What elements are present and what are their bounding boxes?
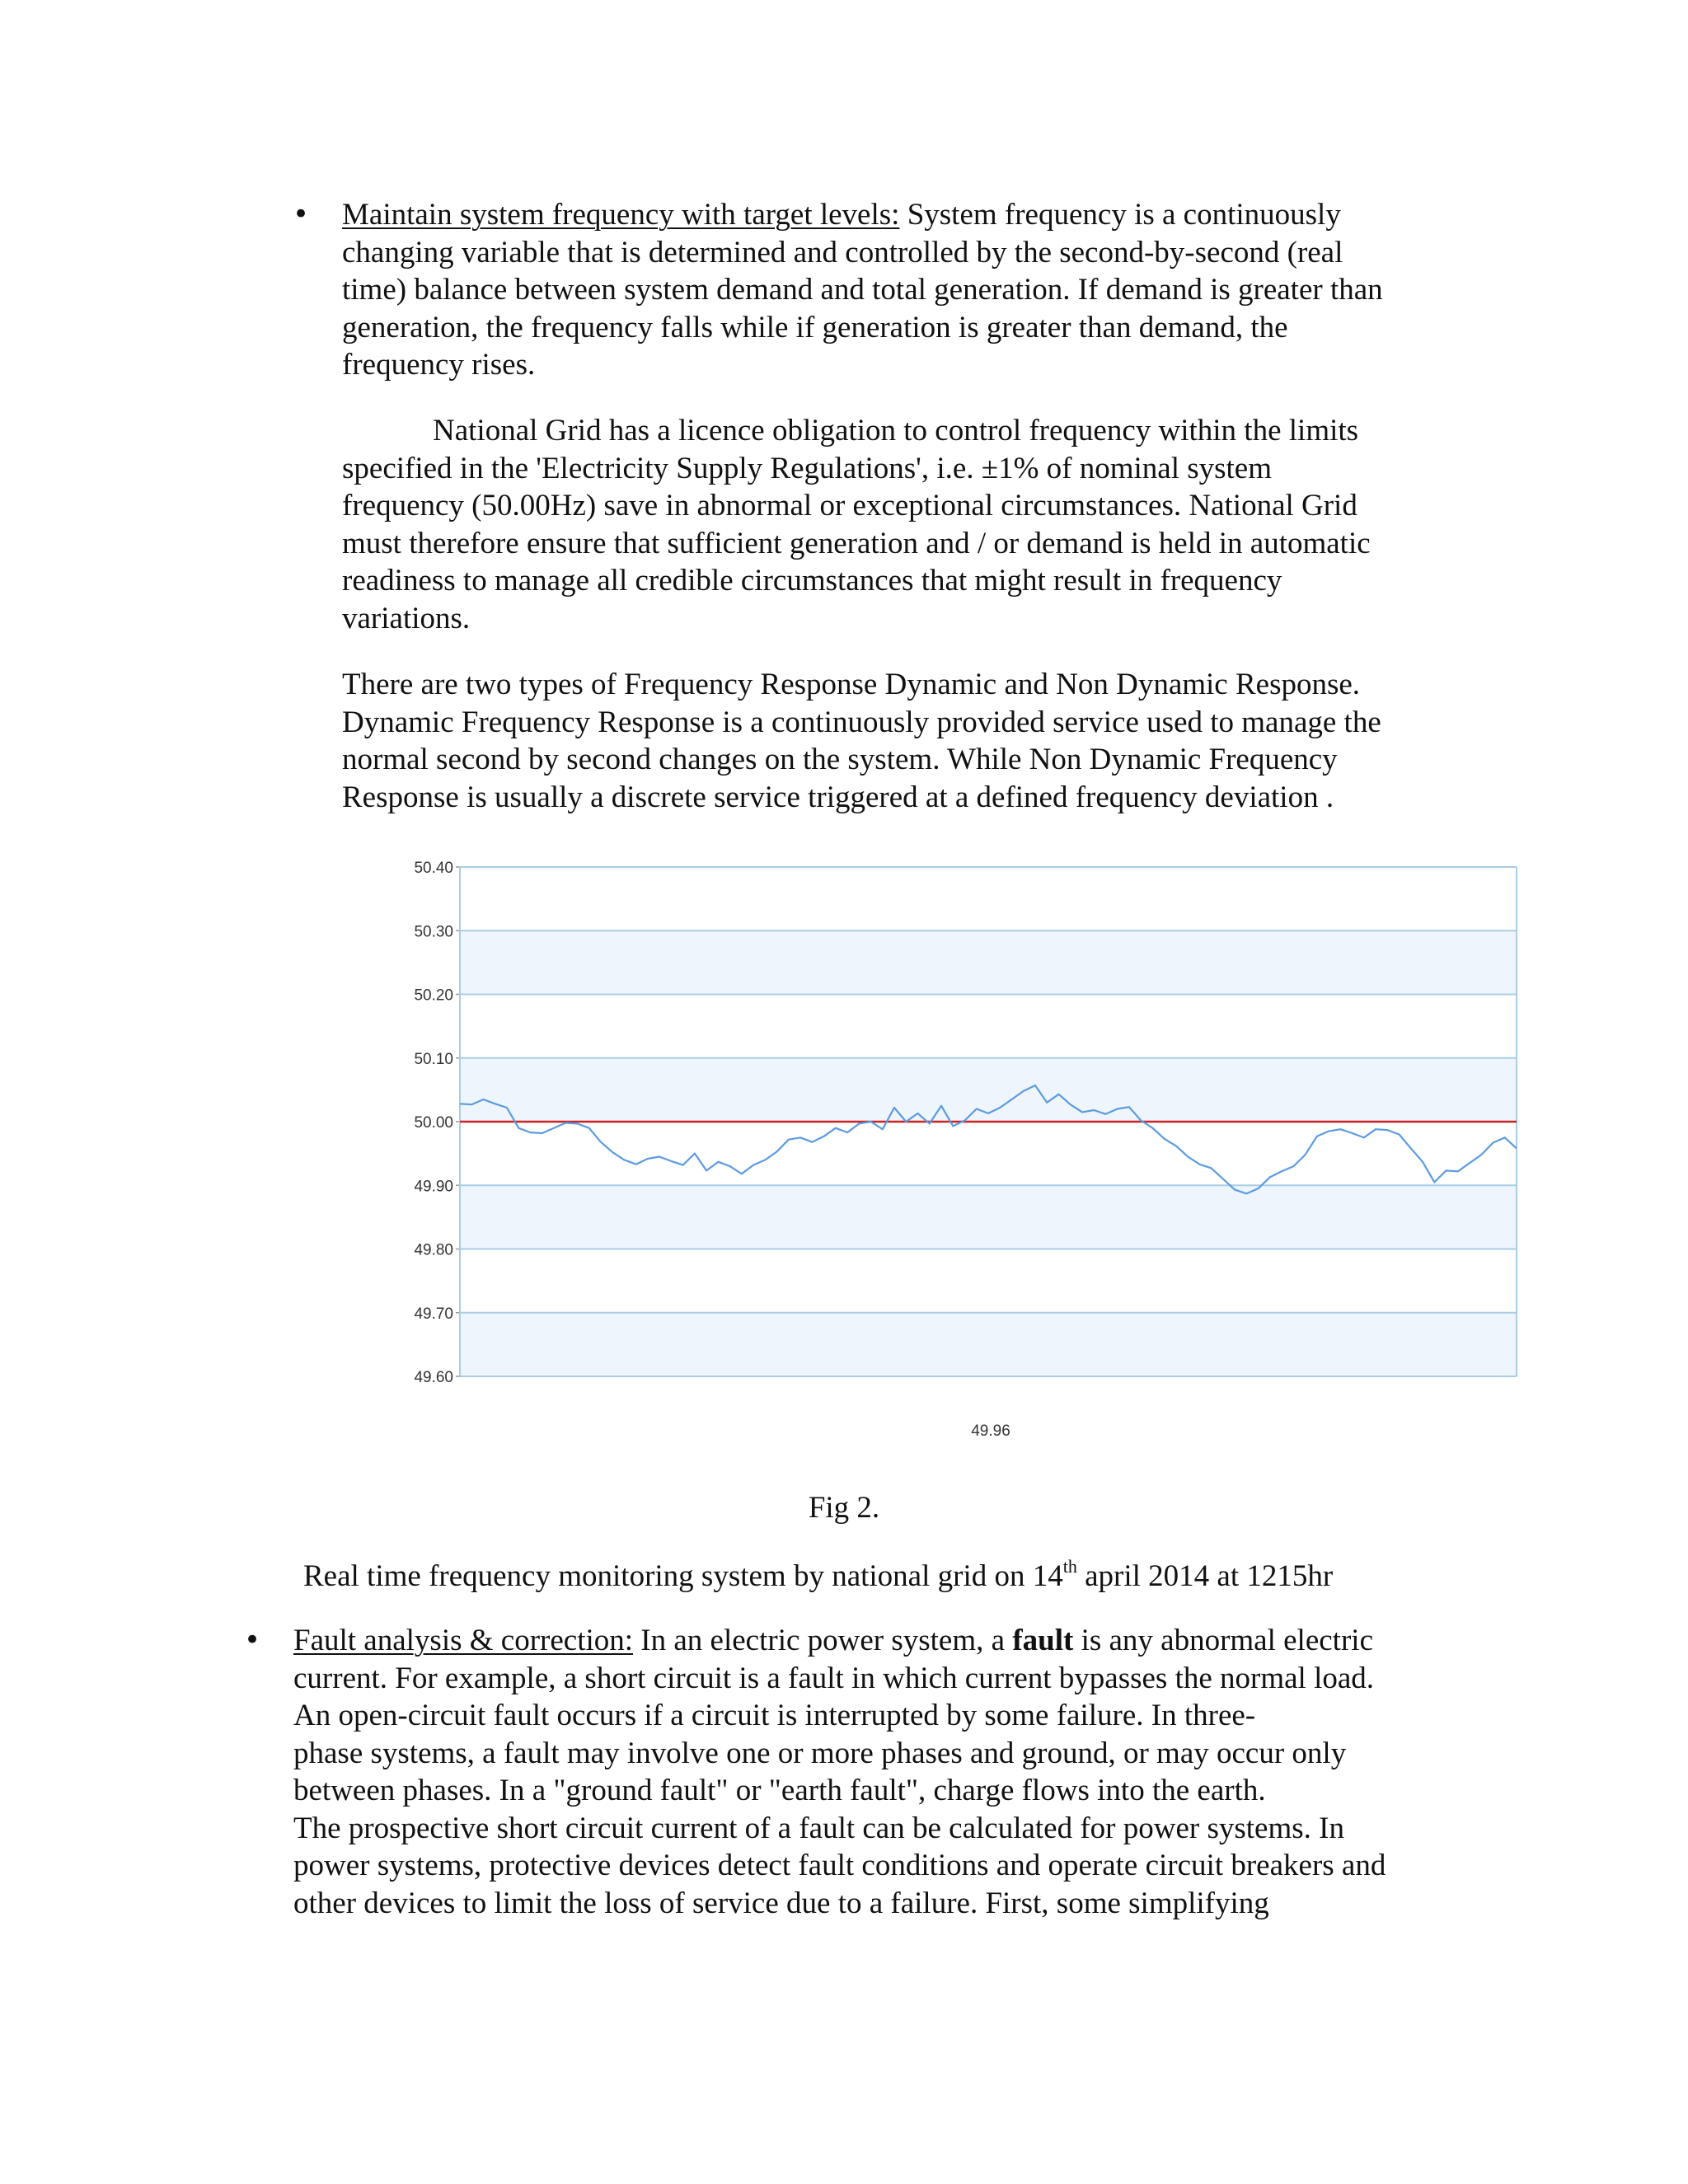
text-line: variations. <box>342 601 471 635</box>
chart-bands <box>460 930 1517 1376</box>
paragraph-fault-analysis <box>293 1622 1513 1922</box>
bullet-2: • <box>244 1624 261 1657</box>
y-tick-label: 50.40 <box>414 860 453 877</box>
heading-maintain-frequency: Maintain system frequency with target levels: <box>342 198 900 232</box>
text-line: between phases. In a "ground fault" or "earth fault", charge flows into the earth. <box>293 1774 1266 1807</box>
text-line: time) balance between system demand and total generation. If demand is greater than <box>342 273 1383 307</box>
text-line: power systems, protective devices detect fault conditions and operate circuit breakers and <box>293 1849 1386 1882</box>
text-line: frequency rises. <box>342 348 536 382</box>
paragraph-response-types <box>342 666 1512 816</box>
text-line: is any abnormal electric <box>1073 1624 1373 1657</box>
y-tick-label: 50.00 <box>414 1114 453 1132</box>
y-axis-ticks <box>414 860 453 1386</box>
text-line: National Grid has a licence obligation to control frequency within the limits <box>433 414 1359 448</box>
y-tick-label: 49.60 <box>414 1369 453 1386</box>
text-line: Dynamic Frequency Response is a continuously provided service used to manage the <box>342 705 1381 739</box>
figure-caption <box>303 1556 1333 1594</box>
text-line: An open-circuit fault occurs if a circuit is interrupted by some failure. In three- <box>293 1699 1256 1732</box>
bold-term-fault: fault <box>1012 1624 1074 1657</box>
text-line: There are two types of Frequency Response Dynamic and Non Dynamic Response. <box>342 668 1361 701</box>
text-line: phase systems, a fault may involve one or more phases and ground, or may occur only <box>293 1736 1347 1770</box>
y-tick-label: 49.90 <box>414 1178 453 1196</box>
text-line: current. For example, a short circuit is a fault in which current bypasses the normal load. <box>293 1661 1375 1695</box>
heading-fault-analysis: Fault analysis & correction: <box>293 1624 634 1657</box>
chart-band <box>460 1058 1517 1122</box>
caption-superscript: th <box>1062 1556 1077 1577</box>
text-line: normal second by second changes on the system. While Non Dynamic Frequency <box>342 743 1338 776</box>
chart-band <box>460 930 1517 994</box>
text-line: changing variable that is determined and controlled by the second-by-second (real <box>342 235 1343 269</box>
text-line: Response is usually a discrete service triggered at a defined frequency deviation . <box>342 780 1334 814</box>
text-line: generation, the frequency falls while if generation is greater than demand, the <box>342 310 1288 344</box>
paragraph-frequency-intro <box>342 196 1512 384</box>
caption-text: Real time frequency monitoring system by national grid on 14 <box>303 1559 1063 1593</box>
y-tick-label: 49.80 <box>414 1241 453 1259</box>
text-line: other devices to limit the loss of service due to a failure. First, some simplifying <box>293 1886 1269 1920</box>
y-tick-label: 50.30 <box>414 923 453 941</box>
text-line: specified in the 'Electricity Supply Regulations', i.e. ±1% of nominal system <box>342 451 1273 485</box>
text-line: frequency (50.00Hz) save in abnormal or exceptional circumstances. National Grid <box>342 489 1357 523</box>
text-line: The prospective short circuit current of a fault can be calculated for power systems. In <box>293 1811 1344 1845</box>
paragraph-licence-obligation <box>342 412 1512 637</box>
frequency-chart <box>387 849 1541 1451</box>
chart-band <box>460 1313 1517 1376</box>
y-tick-label: 50.10 <box>414 1050 453 1068</box>
text-line: must therefore ensure that sufficient generation and / or demand is held in automatic <box>342 526 1371 560</box>
caption-text-end: april 2014 at 1215hr <box>1076 1559 1334 1593</box>
y-tick-label: 49.70 <box>414 1305 453 1323</box>
bullet-1: • <box>293 198 310 231</box>
chart-band <box>460 1185 1517 1249</box>
x-axis-label: 49.96 <box>971 1422 1010 1440</box>
y-tick-label: 50.20 <box>414 987 453 1005</box>
text-line: readiness to manage all credible circumstances that might result in frequency <box>342 564 1282 598</box>
text-line: System frequency is a continuously <box>899 198 1341 232</box>
figure-label: Fig 2. <box>808 1491 880 1525</box>
text-line: In an electric power system, a <box>633 1624 1013 1657</box>
